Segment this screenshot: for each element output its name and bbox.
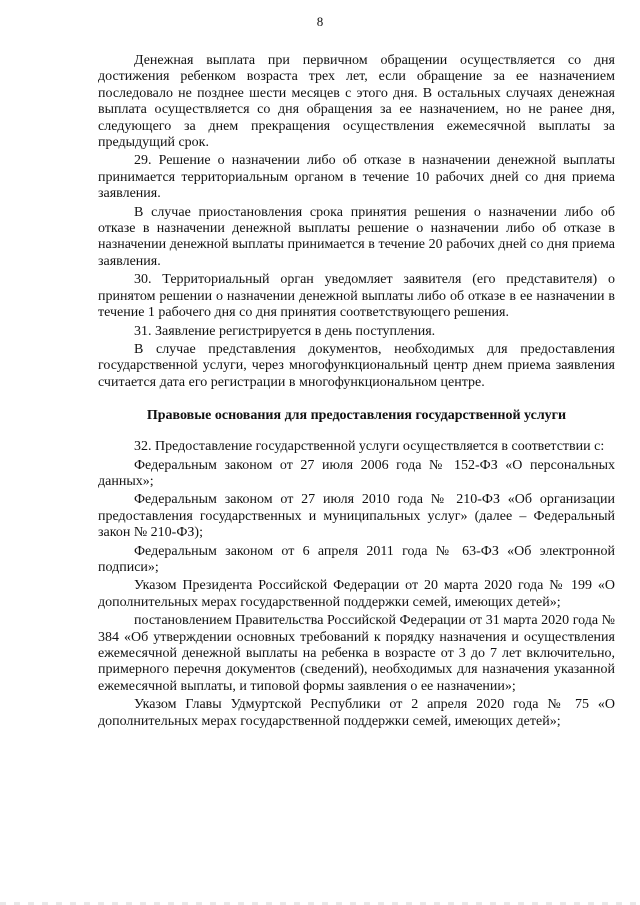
document-body [98, 53, 615, 732]
section-heading-legal-basis: Правовые основания для предоставления государственной услуги [146, 408, 567, 424]
list-item-resolution-384: постановлением Правительства Российской Федерации от 31 марта 2020 года № 384 «Об утверждении основных требований к порядку назначения и осуществления ежемесячной денежной выплаты на ребенка в возрасте от 3 до 7 лет включительно, примерного перечня документов (сведений), необходимых для назначения указанной ежемесячной выплаты, и типовой формы заявления о ее назначении»; [98, 613, 615, 694]
list-item-law-63: Федеральным законом от 6 апреля 2011 года № 63-ФЗ «Об электронной подписи»; [98, 543, 615, 575]
paragraph-32: 32. Предоставление государственной услуги осуществляется в соответствии с: [134, 439, 605, 455]
paragraph-payment-start: Денежная выплата при первичном обращении осуществляется со дня достижения ребенком возраста трех лет, если обращение за ее назначением последовало не позднее шести месяцев с этого дня. В остальных случаях денежная выплата осуществляется со дня обращения за ее назначением, но не ранее дня, следующего за днем прекращения осуществления ежемесячной выплаты за предыдущий срок. [98, 53, 615, 151]
paragraph-30: 30. Территориальный орган уведомляет заявителя (его представителя) о принятом решении о назначении денежной выплаты либо об отказе в ее назначении в течение 1 рабочего дня со дня принятия соответствующего решения. [98, 272, 615, 321]
list-item-law-210: Федеральным законом от 27 июля 2010 года № 210-ФЗ «Об организации предоставления государственных и муниципальных услуг» (далее – Федеральный закон № 210-ФЗ); [98, 492, 615, 541]
paragraph-29-suspension: В случае приостановления срока принятия решения о назначении либо об отказе в назначении денежной выплаты решение о назначении либо об отказе в назначении денежной выплаты принимается в течение 20 рабочих дней со дня приема заявления. [98, 204, 615, 269]
paragraph-31: 31. Заявление регистрируется в день поступления. [134, 323, 436, 339]
paragraph-29: 29. Решение о назначении либо об отказе в назначении денежной выплаты принимается территориальным органом в течение 10 рабочих дней со дня приема заявления. [98, 153, 615, 202]
page-number: 8 [316, 14, 324, 29]
list-item-law-152: Федеральным законом от 27 июля 2006 года № 152-ФЗ «О персональных данных»; [98, 457, 615, 489]
list-item-decree-75: Указом Главы Удмуртской Республики от 2 апреля 2020 года № 75 «О дополнительных мерах государственной поддержки семей, имеющих детей»; [98, 697, 615, 729]
paragraph-31-mfc: В случае представления документов, необходимых для предоставления государственной услуги, через многофункциональный центр днем приема заявления считается дата его регистрации в многофункциональном центре. [98, 341, 615, 390]
list-item-decree-199: Указом Президента Российской Федерации от 20 марта 2020 года № 199 «О дополнительных мерах государственной поддержки семей, имеющих детей»; [98, 578, 615, 610]
